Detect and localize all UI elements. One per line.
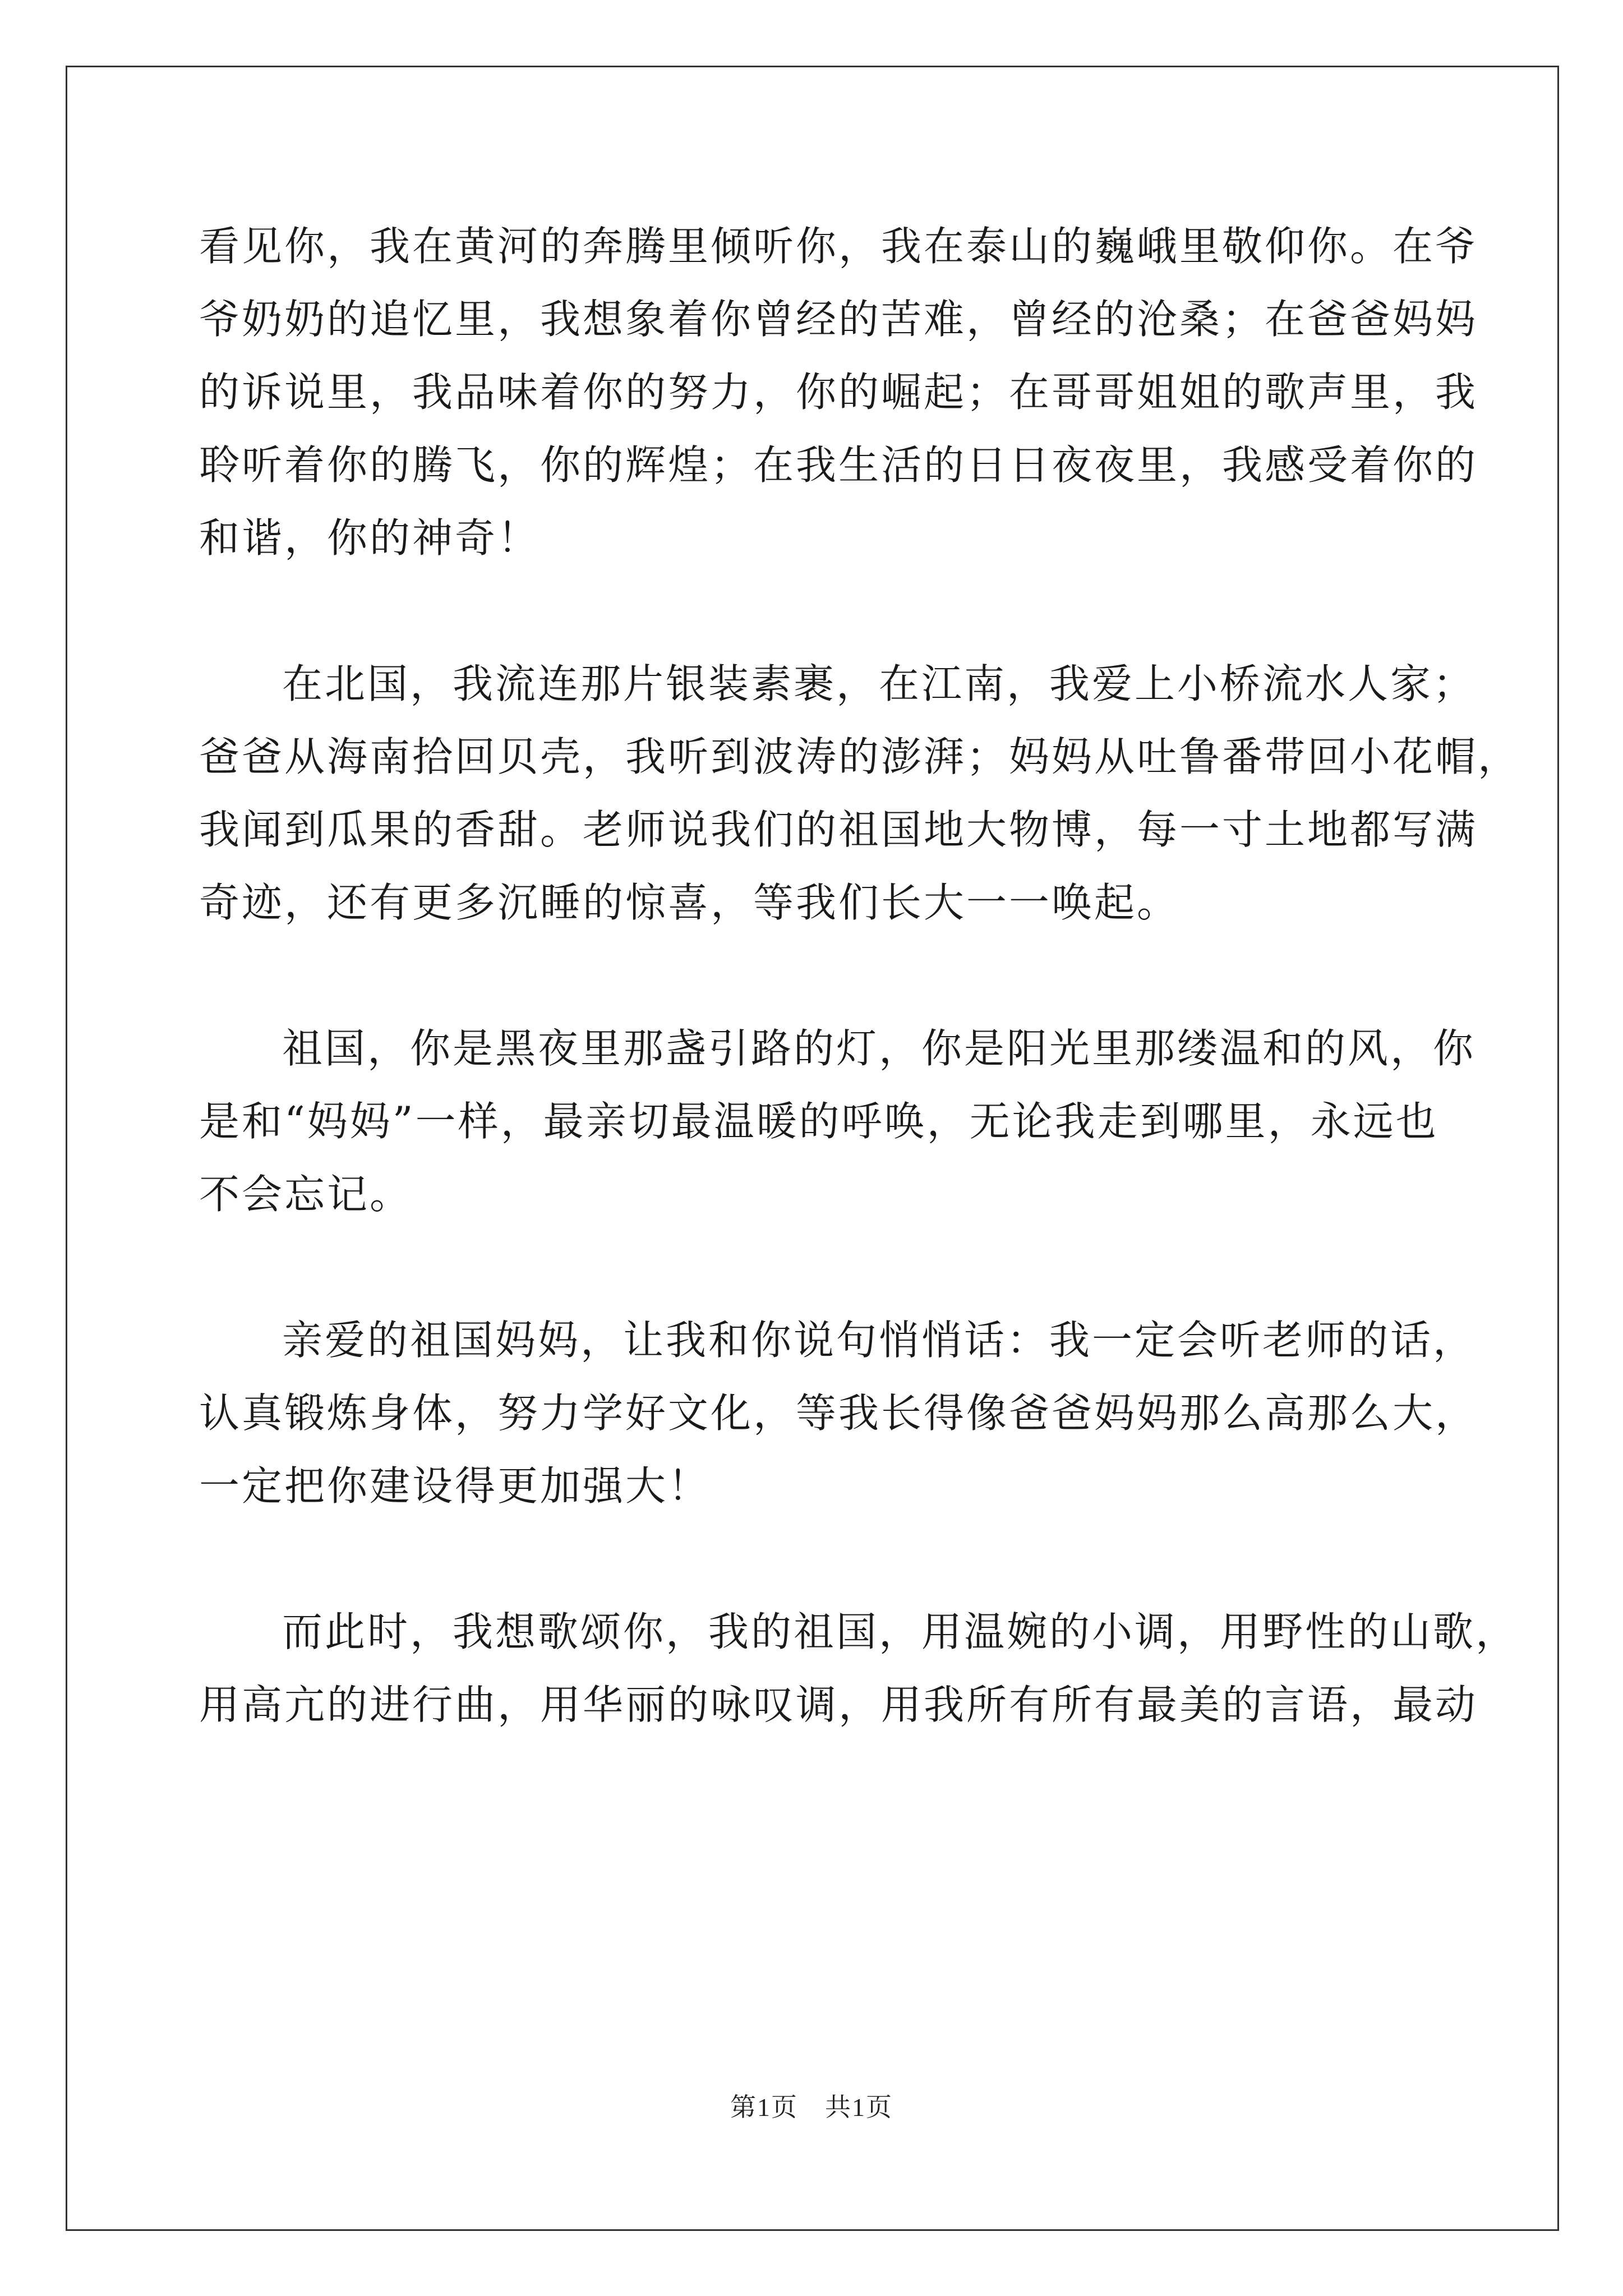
paragraph-gap [199,1522,1433,1595]
page-number: 第1页 [730,2093,798,2122]
paragraph-gap [199,1231,1433,1304]
text-line: 的诉说里，我品味着你的努力，你的崛起；在哥哥姐姐的歌声里，我 [199,369,1478,416]
text-line: 不会忘记。 [199,1171,413,1218]
page-footer [0,2087,1623,2124]
text-line: 祖国，你是黑夜里那盏引路的灯，你是阳光里那缕温和的风，你 [282,1025,1476,1072]
text-line: 而此时，我想歌颂你，我的祖国，用温婉的小调，用野性的山歌， [282,1608,1519,1655]
text-line: 用高亢的进行曲，用华丽的咏叹调，用我所有所有最美的言语，最动 [199,1681,1478,1728]
text-line: 爸爸从海南拾回贝壳，我听到波涛的澎湃；妈妈从吐鲁番带回小花帽， [199,733,1521,780]
text-line: 和谐，你的神奇！ [199,514,541,562]
text-line: 是和“妈妈”一样，最亲切最温暖的呼唤，无论我走到哪里，永远也 [199,1098,1438,1145]
text-line: 聆听着你的腾飞，你的辉煌；在我生活的日日夜夜里，我感受着你的 [199,441,1478,489]
paragraph-gap [199,574,1433,647]
page-total: 共1页 [825,2093,893,2122]
text-line: 一定把你建设得更加强大！ [199,1462,711,1510]
text-line: 奇迹，还有更多沉睡的惊喜，等我们长大一一唤起。 [199,879,1180,926]
text-line: 亲爱的祖国妈妈，让我和你说句悄悄话：我一定会听老师的话， [282,1317,1476,1364]
document-body [199,210,1521,1741]
text-line: 认真锻炼身体，努力学好文化，等我长得像爸爸妈妈那么高那么大， [199,1389,1478,1437]
text-line: 看见你，我在黄河的奔腾里倾听你，我在泰山的巍峨里敬仰你。在爷 [199,223,1478,270]
text-line: 在北国，我流连那片银装素裹，在江南，我爱上小桥流水人家； [282,660,1476,707]
paragraph-gap [199,939,1433,1012]
text-line: 爷奶奶的追忆里，我想象着你曾经的苦难，曾经的沧桑；在爸爸妈妈 [199,296,1478,343]
text-line: 我闻到瓜果的香甜。老师说我们的祖国地大物博，每一寸土地都写满 [199,806,1478,853]
